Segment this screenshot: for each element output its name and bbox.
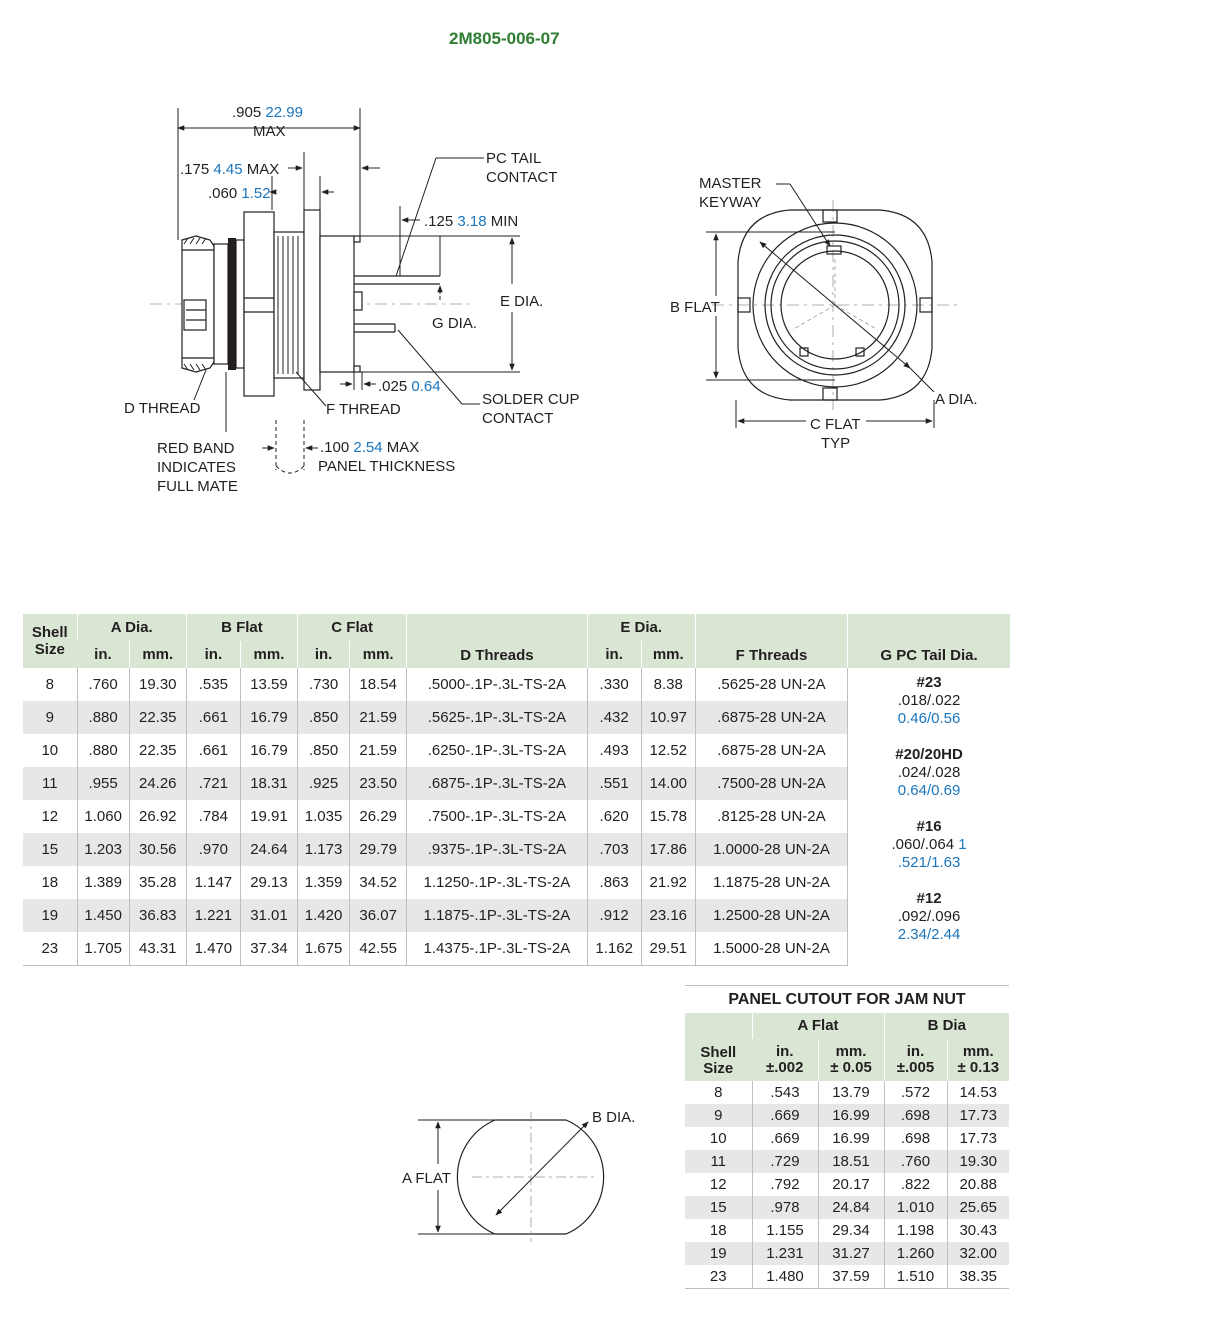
g-tail-in: .018/.022 — [897, 692, 961, 709]
header-b-mm: mm. — [240, 641, 297, 668]
table-cell: 1.420 — [298, 899, 350, 932]
table-cell: .7500-.1P-.3L-TS-2A — [407, 800, 587, 833]
table-cell: .7500-28 UN-2A — [695, 767, 847, 800]
cut-header-a-mm: mm. ± 0.05 — [818, 1039, 884, 1081]
solder-cup-label-2: CONTACT — [482, 410, 554, 427]
svg-text:.025 0.64 — [378, 378, 441, 395]
header-a-mm: mm. — [129, 641, 186, 668]
table-cell: .912 — [587, 899, 641, 932]
table-cell: .661 — [186, 734, 240, 767]
table-cell: 32.00 — [947, 1242, 1009, 1265]
table-cell: 1.203 — [77, 833, 129, 866]
header-b-flat: B Flat — [186, 614, 297, 641]
g-tail-size: #16 — [916, 818, 942, 835]
table-cell: .543 — [752, 1081, 818, 1104]
tail-in: .125 — [424, 213, 454, 230]
header-a-dia: A Dia. — [77, 614, 186, 641]
table-cell: 1.2500-28 UN-2A — [695, 899, 847, 932]
table-cell: 1.147 — [186, 866, 240, 899]
header-c-mm: mm. — [350, 641, 407, 668]
table-cell: .730 — [298, 668, 350, 701]
panel-cutout-table — [685, 1013, 1009, 1289]
table-cell: 10 — [709, 1130, 727, 1147]
svg-text:.175 4.45 MAX — [180, 161, 279, 178]
table-cell: 10 — [41, 742, 59, 759]
g-tail-size: #12 — [916, 890, 942, 907]
table-cell: .698 — [884, 1127, 947, 1150]
table-cell: .5000-.1P-.3L-TS-2A — [407, 668, 587, 701]
table-row — [685, 1242, 1009, 1265]
table-cell: .572 — [884, 1081, 947, 1104]
g-tail-mm: 0.46/0.56 — [897, 710, 961, 727]
g-tail-mm: 2.34/2.44 — [897, 926, 961, 943]
table-cell: 11 — [23, 767, 77, 800]
g-tail-group — [848, 818, 1010, 890]
c-flat-label-2: TYP — [821, 435, 851, 452]
table-cell: 18.54 — [350, 668, 407, 701]
table-cell: 14.53 — [947, 1081, 1009, 1104]
table-cell: 1.231 — [752, 1242, 818, 1265]
table-cell: 37.59 — [818, 1265, 884, 1289]
table-cell: 1.675 — [298, 932, 350, 966]
table-cell: 1.359 — [298, 866, 350, 899]
table-cell: 1.010 — [884, 1196, 947, 1219]
header-b-in: in. — [186, 641, 240, 668]
side-view-drawing — [150, 210, 470, 396]
table-cell: 23 — [685, 1265, 752, 1289]
header-c-in: in. — [298, 641, 350, 668]
header-d-threads: D Threads — [407, 614, 587, 668]
front-view-dimensions — [706, 184, 934, 428]
g-tail-mm: 0.64/0.69 — [897, 782, 961, 799]
table-cell: 19.30 — [947, 1150, 1009, 1173]
table-cell: 1.705 — [77, 932, 129, 966]
e-dia-label: E DIA. — [500, 293, 544, 310]
g-tail-size: #23 — [916, 674, 942, 691]
table-cell: 11 — [685, 1150, 752, 1173]
table-cell: 1.1875-28 UN-2A — [695, 866, 847, 899]
table-cell: .863 — [587, 866, 641, 899]
table-cell: 1.060 — [77, 800, 129, 833]
table-cell: 16.99 — [818, 1104, 884, 1127]
g-tail-size: #20/20HD — [895, 746, 963, 763]
c-flat-label-1: C FLAT — [810, 416, 861, 433]
table-cell: 29.79 — [350, 833, 407, 866]
cutout-view-labels — [402, 1109, 635, 1187]
cut-header-b-mm: mm. ± 0.13 — [947, 1039, 1009, 1081]
table-cell: 16.79 — [240, 734, 297, 767]
g-tail-in: .060/.064 — [891, 836, 955, 853]
table-cell: 38.35 — [947, 1265, 1009, 1289]
table-cell: 1.510 — [884, 1265, 947, 1289]
red-band-label-3: FULL MATE — [157, 478, 238, 495]
table-cell: 42.55 — [350, 932, 407, 966]
table-cell: .925 — [298, 767, 350, 800]
table-cell: 15.78 — [641, 800, 695, 833]
table-cell: .880 — [77, 701, 129, 734]
table-cell: 1.389 — [77, 866, 129, 899]
cut-header-b-in: in. ±.005 — [884, 1039, 947, 1081]
table-row — [685, 1104, 1009, 1127]
g-tail-group — [848, 746, 1010, 818]
master-keyway-label-2: KEYWAY — [699, 194, 762, 211]
table-cell: .8125-28 UN-2A — [695, 800, 847, 833]
table-cell: 8 — [714, 1084, 723, 1101]
table-cell: 36.83 — [129, 899, 186, 932]
table-cell: .784 — [186, 800, 240, 833]
panel-cutout-table-body — [685, 1081, 1009, 1289]
table-cell: .620 — [587, 800, 641, 833]
master-keyway-label-1: MASTER — [699, 175, 762, 192]
panel-cutout-title: PANEL CUTOUT FOR JAM NUT — [685, 985, 1009, 1014]
panel-thickness-label: PANEL THICKNESS — [318, 458, 456, 475]
table-cell: 13.59 — [240, 668, 297, 701]
table-cell: 8 — [45, 676, 54, 693]
table-cell: 30.43 — [947, 1219, 1009, 1242]
svg-text:.060 1.52 — [208, 185, 271, 202]
svg-text:.905 22.99 — [232, 104, 303, 121]
table-cell: 36.07 — [350, 899, 407, 932]
header-shell-size: Shell Size — [23, 614, 77, 668]
table-cell: 24.64 — [240, 833, 297, 866]
table-cell: 23 — [23, 932, 77, 966]
cut-header-b-dia: B Dia — [884, 1013, 1009, 1039]
table-cell: 1.1250-.1P-.3L-TS-2A — [407, 866, 587, 899]
table-cell: 24.26 — [129, 767, 186, 800]
pc-tail-label-1: PC TAIL — [486, 150, 542, 167]
table-cell: .330 — [587, 668, 641, 701]
table-cell: 1.1875-.1P-.3L-TS-2A — [407, 899, 587, 932]
table-cell: 10.97 — [641, 701, 695, 734]
table-cell: .9375-.1P-.3L-TS-2A — [407, 833, 587, 866]
g-tail-mm: .521/1.63 — [897, 854, 961, 871]
table-cell: 21.59 — [350, 734, 407, 767]
overall-mm: 22.99 — [265, 104, 303, 121]
table-cell: 23.50 — [350, 767, 407, 800]
table-cell: 35.28 — [129, 866, 186, 899]
table-cell: 1.173 — [298, 833, 350, 866]
table-cell: .703 — [587, 833, 641, 866]
tail-min: MIN — [490, 213, 519, 230]
table-cell: 19 — [685, 1242, 752, 1265]
table-cell: 18 — [709, 1222, 727, 1239]
red-band-label-1: RED BAND — [157, 440, 235, 457]
flange-max: MAX — [246, 161, 280, 178]
table-cell: 17.86 — [641, 833, 695, 866]
table-cell: .698 — [884, 1104, 947, 1127]
g-tail-mm-prefix: 1 — [958, 836, 967, 853]
table-cell: 12 — [41, 808, 59, 825]
table-cell: 21.59 — [350, 701, 407, 734]
table-cell: 24.84 — [818, 1196, 884, 1219]
panel-in: .100 — [320, 439, 350, 456]
table-cell: .5625-28 UN-2A — [695, 668, 847, 701]
table-cell: 22.35 — [129, 701, 186, 734]
header-e-dia: E Dia. — [587, 614, 695, 641]
table-cell: .432 — [587, 701, 641, 734]
table-row — [685, 1265, 1009, 1289]
cutout-b-dia-label: B DIA. — [592, 1109, 636, 1126]
header-c-flat: C Flat — [298, 614, 407, 641]
flange-mm: 4.45 — [213, 161, 243, 178]
table-cell: .850 — [298, 734, 350, 767]
g-dia-label: G DIA. — [432, 315, 478, 332]
table-cell: 26.92 — [129, 800, 186, 833]
gap-mm: 1.52 — [241, 185, 271, 202]
table-cell: .729 — [752, 1150, 818, 1173]
table-cell: 14.00 — [641, 767, 695, 800]
table-cell: 1.162 — [587, 932, 641, 966]
table-cell: 30.56 — [129, 833, 186, 866]
table-cell: 23.16 — [641, 899, 695, 932]
table-cell: .760 — [884, 1150, 947, 1173]
table-cell: .955 — [77, 767, 129, 800]
f-thread-label: F THREAD — [326, 401, 401, 418]
g-tail-in: .092/.096 — [897, 908, 961, 925]
panel-mm: 2.54 — [353, 439, 383, 456]
g-tail-in: .024/.028 — [897, 764, 961, 781]
table-cell: .493 — [587, 734, 641, 767]
svg-text:.125 3.18 MIN — [424, 213, 518, 230]
table-cell: 43.31 — [129, 932, 186, 966]
cut-header-a-flat: A Flat — [752, 1013, 884, 1039]
table-cell: 12 — [709, 1176, 727, 1193]
table-cell: 29.34 — [818, 1219, 884, 1242]
table-cell: 1.5000-28 UN-2A — [695, 932, 847, 966]
g-tail-group — [848, 674, 1010, 746]
table-cell: 15 — [685, 1196, 752, 1219]
table-cell: .5625-.1P-.3L-TS-2A — [407, 701, 587, 734]
table-cell: .669 — [752, 1104, 818, 1127]
part-number-title: 2M805-006-07 — [449, 29, 560, 48]
table-cell: 18.31 — [240, 767, 297, 800]
cut-header-a-in: in. ±.002 — [752, 1039, 818, 1081]
table-cell: 29.13 — [240, 866, 297, 899]
table-row — [685, 1196, 1009, 1219]
gap-in: .060 — [208, 185, 238, 202]
table-cell: 17.73 — [947, 1127, 1009, 1150]
table-cell: 9 — [23, 701, 77, 734]
table-row — [685, 1219, 1009, 1242]
red-band-label-2: INDICATES — [157, 459, 236, 476]
flange-in: .175 — [180, 161, 210, 178]
table-cell: .850 — [298, 701, 350, 734]
header-a-in: in. — [77, 641, 129, 668]
table-cell: 31.01 — [240, 899, 297, 932]
table-cell: .669 — [752, 1127, 818, 1150]
table-cell: 20.17 — [818, 1173, 884, 1196]
header-f-threads: F Threads — [695, 614, 847, 668]
table-cell: .970 — [186, 833, 240, 866]
table-row — [23, 668, 1010, 701]
table-cell: 25.65 — [947, 1196, 1009, 1219]
table-cell: .6875-28 UN-2A — [695, 701, 847, 734]
table-cell: 1.260 — [884, 1242, 947, 1265]
table-cell: 19.91 — [240, 800, 297, 833]
table-cell: 8.38 — [641, 668, 695, 701]
overall-max: MAX — [253, 123, 286, 140]
table-cell: .661 — [186, 701, 240, 734]
table-cell: 1.198 — [884, 1219, 947, 1242]
g-tail-group — [848, 890, 1010, 962]
table-cell: 20.88 — [947, 1173, 1009, 1196]
table-cell: 1.470 — [186, 932, 240, 966]
table-cell: 18.51 — [818, 1150, 884, 1173]
table-cell: 1.4375-.1P-.3L-TS-2A — [407, 932, 587, 966]
table-cell: .792 — [752, 1173, 818, 1196]
table-cell: 18 — [41, 874, 59, 891]
table-cell: 29.51 — [641, 932, 695, 966]
table-cell: 19.30 — [129, 668, 186, 701]
table-cell: 16.99 — [818, 1127, 884, 1150]
table-cell: .6875-.1P-.3L-TS-2A — [407, 767, 587, 800]
table-cell: 34.52 — [350, 866, 407, 899]
table-cell: .822 — [884, 1173, 947, 1196]
dimensions-table-body — [23, 668, 1010, 966]
table-cell: 22.35 — [129, 734, 186, 767]
header-g-pc-tail: G PC Tail Dia. — [848, 614, 1010, 668]
table-cell: 12.52 — [641, 734, 695, 767]
table-cell: .551 — [587, 767, 641, 800]
table-cell: 31.27 — [818, 1242, 884, 1265]
b-flat-label: B FLAT — [670, 299, 720, 316]
table-cell: .760 — [77, 668, 129, 701]
table-cell: .6875-28 UN-2A — [695, 734, 847, 767]
svg-text:.100 2.54 MAX — [320, 439, 419, 456]
table-row — [685, 1173, 1009, 1196]
header-e-mm: mm. — [641, 641, 695, 668]
table-cell: 1.450 — [77, 899, 129, 932]
table-cell: 1.480 — [752, 1265, 818, 1289]
table-cell: 21.92 — [641, 866, 695, 899]
table-cell: .721 — [186, 767, 240, 800]
table-row — [685, 1127, 1009, 1150]
pc-tail-label-2: CONTACT — [486, 169, 558, 186]
table-cell: 1.155 — [752, 1219, 818, 1242]
table-cell: .880 — [77, 734, 129, 767]
table-cell: 9 — [685, 1104, 752, 1127]
table-cell: 1.035 — [298, 800, 350, 833]
table-cell: .978 — [752, 1196, 818, 1219]
table-cell: 13.79 — [818, 1081, 884, 1104]
table-cell: 16.79 — [240, 701, 297, 734]
g-pc-tail-cell — [848, 668, 1010, 966]
cup-mm: 0.64 — [411, 378, 441, 395]
header-e-in: in. — [587, 641, 641, 668]
table-cell: 15 — [23, 833, 77, 866]
table-cell: 19 — [23, 899, 77, 932]
a-dia-label: A DIA. — [935, 391, 978, 408]
solder-cup-label-1: SOLDER CUP — [482, 391, 580, 408]
table-cell: 17.73 — [947, 1104, 1009, 1127]
table-cell: 1.221 — [186, 899, 240, 932]
cup-in: .025 — [378, 378, 408, 395]
table-row — [685, 1081, 1009, 1104]
overall-in: .905 — [232, 104, 262, 121]
table-row — [685, 1150, 1009, 1173]
table-cell: 37.34 — [240, 932, 297, 966]
table-cell: 26.29 — [350, 800, 407, 833]
tail-mm: 3.18 — [457, 213, 487, 230]
cutout-a-flat-label: A FLAT — [402, 1170, 451, 1187]
table-cell: .535 — [186, 668, 240, 701]
d-thread-label: D THREAD — [124, 400, 201, 417]
table-cell: .6250-.1P-.3L-TS-2A — [407, 734, 587, 767]
dimensions-table — [23, 614, 1010, 966]
table-cell: 1.0000-28 UN-2A — [695, 833, 847, 866]
cut-header-shell-size: Shell Size — [685, 1013, 752, 1081]
panel-max: MAX — [386, 439, 420, 456]
